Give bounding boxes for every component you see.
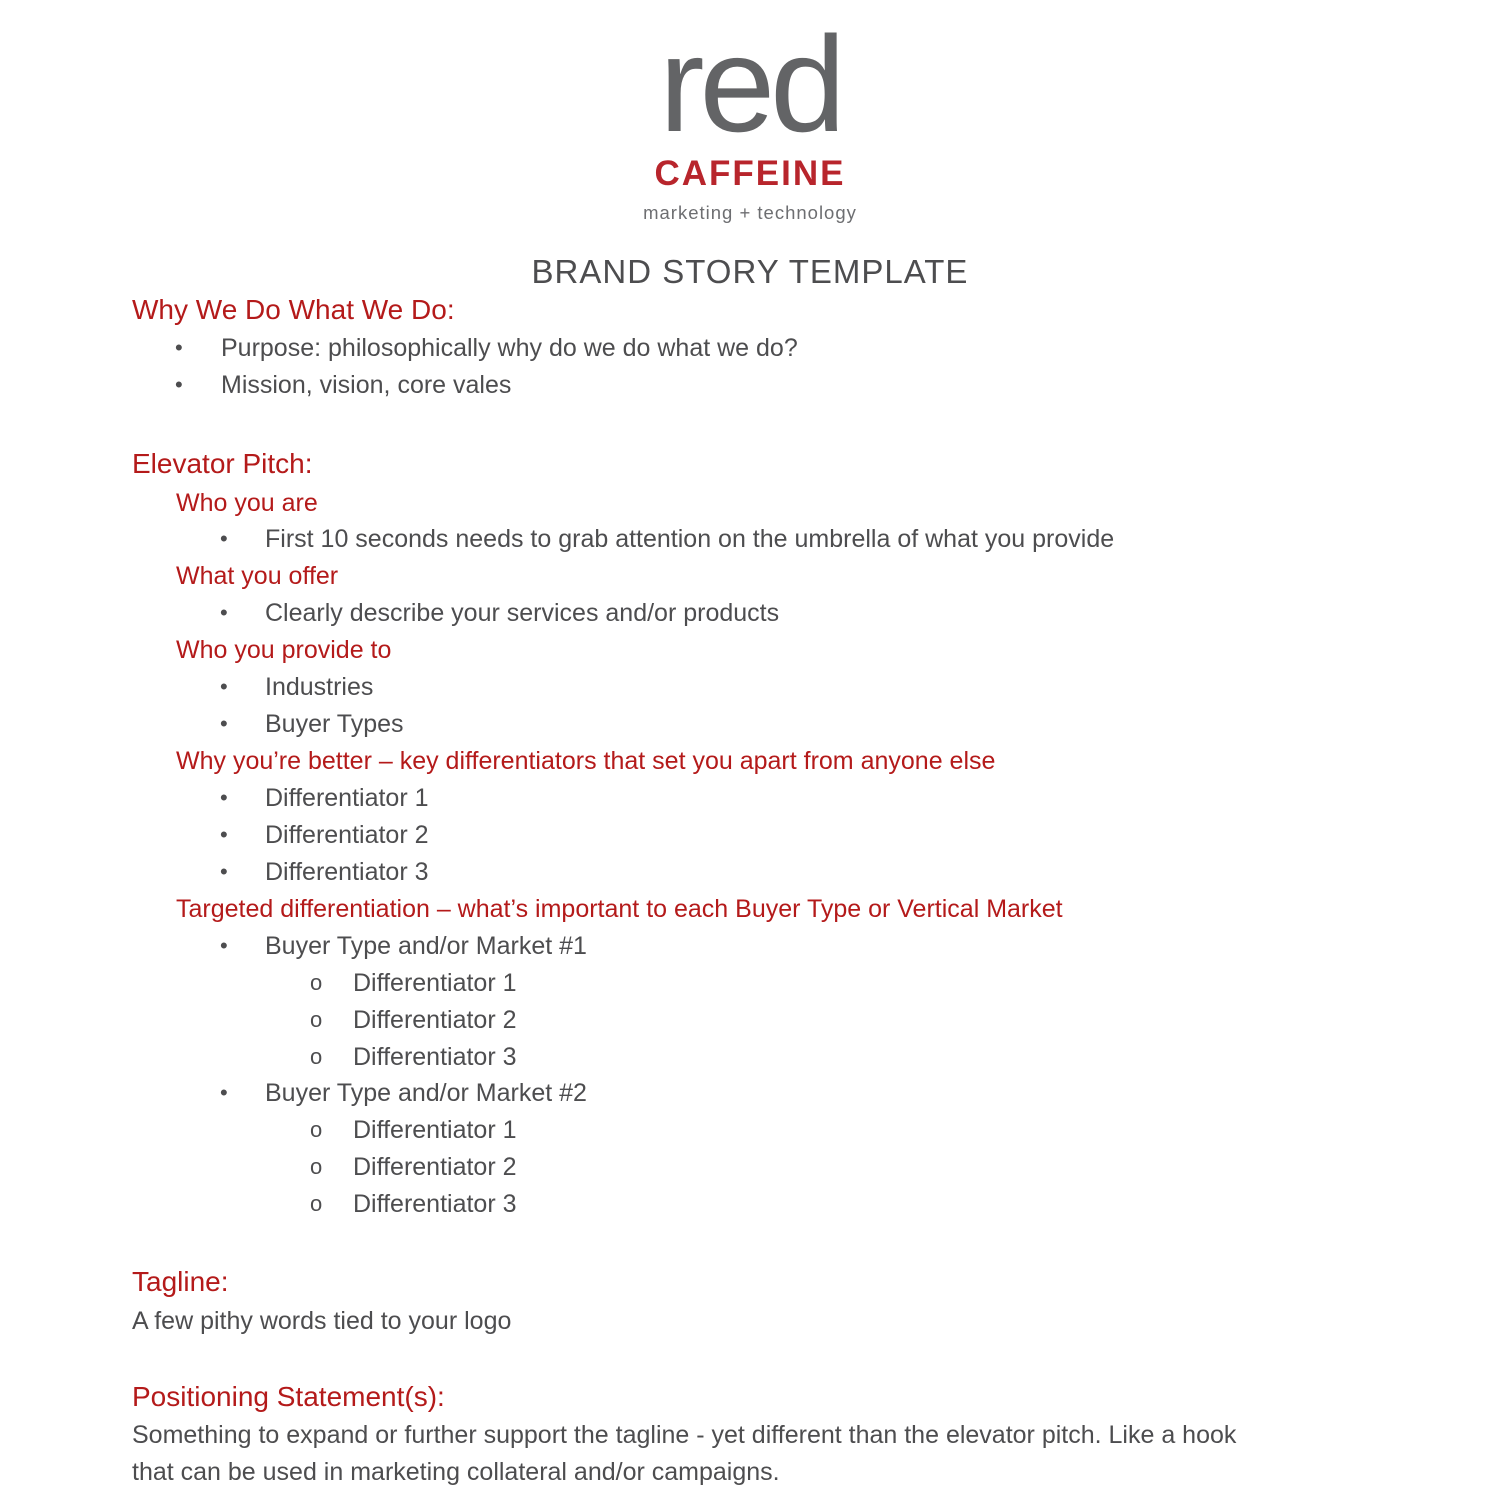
subheading-targeted: Targeted differentiation – what’s important to each Buyer Type or Vertical Market bbox=[176, 895, 1063, 923]
list-item: Differentiator 1 bbox=[353, 1116, 517, 1144]
logo-wordmark: red bbox=[659, 8, 841, 160]
positioning-text-line-2: that can be used in marketing collateral and/or campaigns. bbox=[132, 1458, 780, 1486]
logo-brand: CAFFEINE bbox=[654, 154, 846, 193]
list-item: Differentiator 3 bbox=[353, 1043, 517, 1071]
tagline-text: A few pithy words tied to your logo bbox=[132, 1307, 512, 1335]
list-item: Buyer Type and/or Market #2 bbox=[265, 1079, 587, 1107]
list-item: Differentiator 2 bbox=[353, 1153, 517, 1181]
subheading-who-you-provide-to: Who you provide to bbox=[176, 636, 392, 664]
section-heading-why: Why We Do What We Do: bbox=[132, 294, 455, 325]
list-item: Differentiator 1 bbox=[265, 784, 429, 812]
list-item: Industries bbox=[265, 673, 374, 701]
bullet-icon: • bbox=[220, 674, 228, 699]
subheading-what-you-offer: What you offer bbox=[176, 562, 339, 590]
positioning-text-line-1: Something to expand or further support the tagline - yet different than the elevator pitch. Like a hook bbox=[132, 1421, 1237, 1449]
bullet-icon: • bbox=[220, 600, 228, 625]
bullet-icon: • bbox=[220, 933, 228, 958]
list-item: Differentiator 3 bbox=[265, 858, 429, 886]
bullet-icon: • bbox=[175, 372, 183, 397]
section-heading-elevator: Elevator Pitch: bbox=[132, 448, 313, 479]
circle-bullet-icon: o bbox=[310, 1117, 323, 1142]
logo-tagline: marketing + technology bbox=[643, 202, 857, 223]
circle-bullet-icon: o bbox=[310, 1044, 323, 1069]
list-item: Buyer Type and/or Market #1 bbox=[265, 932, 587, 960]
list-item: Differentiator 3 bbox=[353, 1190, 517, 1218]
list-item: Differentiator 2 bbox=[353, 1006, 517, 1034]
list-item: First 10 seconds needs to grab attention on the umbrella of what you provide bbox=[265, 525, 1115, 553]
bullet-icon: • bbox=[220, 526, 228, 551]
section-heading-tagline: Tagline: bbox=[132, 1266, 229, 1297]
bullet-icon: • bbox=[220, 785, 228, 810]
subheading-who-you-are: Who you are bbox=[176, 489, 318, 517]
list-item: Clearly describe your services and/or products bbox=[265, 599, 780, 627]
list-item: Differentiator 1 bbox=[353, 969, 517, 997]
document-title: BRAND STORY TEMPLATE bbox=[531, 253, 969, 290]
bullet-icon: • bbox=[220, 822, 228, 847]
bullet-icon: • bbox=[175, 335, 183, 360]
list-item: Mission, vision, core vales bbox=[221, 371, 512, 399]
section-heading-positioning: Positioning Statement(s): bbox=[132, 1381, 445, 1412]
bullet-icon: • bbox=[220, 1080, 228, 1105]
circle-bullet-icon: o bbox=[310, 970, 323, 995]
circle-bullet-icon: o bbox=[310, 1191, 323, 1216]
circle-bullet-icon: o bbox=[310, 1154, 323, 1179]
subheading-why-better: Why you’re better – key differentiators that set you apart from anyone else bbox=[176, 747, 996, 775]
circle-bullet-icon: o bbox=[310, 1007, 323, 1032]
bullet-icon: • bbox=[220, 859, 228, 884]
list-item: Buyer Types bbox=[265, 710, 404, 738]
list-item: Purpose: philosophically why do we do what we do? bbox=[221, 334, 798, 362]
bullet-icon: • bbox=[220, 711, 228, 736]
list-item: Differentiator 2 bbox=[265, 821, 429, 849]
